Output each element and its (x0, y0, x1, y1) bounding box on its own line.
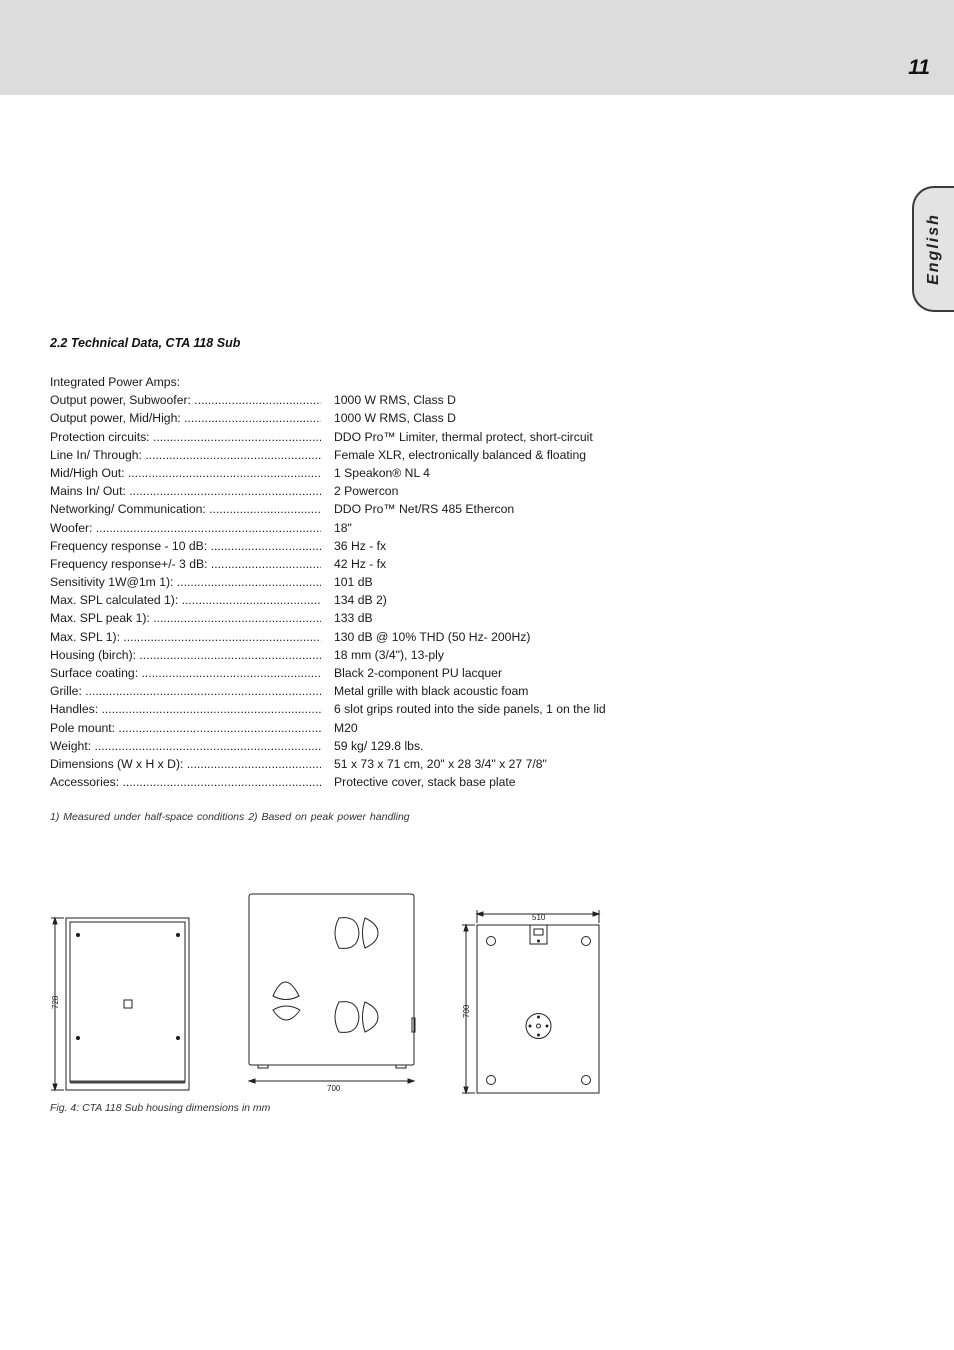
spec-row (50, 591, 610, 609)
spec-label: Output power, Mid/High: ..... (50, 409, 321, 427)
spec-value: 101 dB (334, 575, 373, 590)
spec-value: 130 dB @ 10% THD (50 Hz- 200Hz) (334, 629, 531, 644)
spec-label: Output power, Subwoofer: ..... (50, 391, 321, 409)
spec-label: Max. SPL 1): ..... (50, 628, 321, 646)
spec-value: M20 (334, 720, 358, 735)
spec-label: Frequency response+/- 3 dB: ..... (50, 555, 321, 573)
spec-row (50, 609, 610, 627)
spec-row (50, 537, 610, 555)
spec-value: 1 Speakon® NL 4 (334, 465, 430, 480)
spec-row (50, 737, 610, 755)
spec-label: Mid/High Out: ..... (50, 464, 321, 482)
front-height-dimension: 728 (51, 995, 60, 1009)
spec-value: 134 dB 2) (334, 593, 387, 608)
spec-value: 18 mm (3/4"), 13-ply (334, 647, 444, 662)
side-width-dimension: 700 (327, 1084, 341, 1093)
spec-label: Woofer: ..... (50, 519, 321, 537)
spec-row (50, 409, 610, 427)
spec-label: Frequency response - 10 dB: ..... (50, 537, 321, 555)
housing-dimensions-figure (0, 880, 954, 1100)
spec-row (50, 482, 610, 500)
spec-row (50, 500, 610, 518)
spec-row (50, 700, 610, 718)
spec-value: 2 Powercon (334, 484, 399, 499)
spec-row (50, 519, 610, 537)
spec-row (50, 755, 610, 773)
spec-row (50, 682, 610, 700)
spec-value: 133 dB (334, 611, 373, 626)
spec-label: Accessories: ..... (50, 773, 321, 791)
spec-value: 6 slot grips routed into the side panels, 1 on the lid (334, 702, 606, 717)
spec-label: Grille: ..... (50, 682, 321, 700)
spec-value: DDO Pro™ Limiter, thermal protect, short-circuit (334, 429, 593, 444)
spec-value: 51 x 73 x 71 cm, 20" x 28 3/4" x 27 7/8" (334, 756, 547, 771)
spec-row (50, 373, 610, 391)
side-view-drawing (249, 894, 415, 1083)
spec-row (50, 391, 610, 409)
spec-value: 1000 W RMS, Class D (334, 411, 456, 426)
spec-value: 42 Hz - fx (334, 556, 387, 571)
spec-label: Protection circuits: ..... (50, 428, 321, 446)
spec-label: Max. SPL peak 1): ..... (50, 609, 321, 627)
top-view-drawing (462, 910, 599, 1093)
spec-label: Line In/ Through: ..... (50, 446, 321, 464)
spec-row (50, 773, 610, 791)
spec-label: Housing (birch): ..... (50, 646, 321, 664)
spec-row (50, 628, 610, 646)
spec-row (50, 428, 610, 446)
spec-label: Networking/ Communication: ..... (50, 500, 321, 518)
spec-table (50, 373, 610, 791)
spec-label: Mains In/ Out: ..... (50, 482, 321, 500)
spec-value: 18" (334, 520, 352, 535)
spec-label: Pole mount: ..... (50, 719, 321, 737)
footnote: 1) Measured under half-space conditions 2) Based on peak power handling (50, 811, 410, 823)
front-view-drawing (51, 918, 189, 1090)
spec-label: Max. SPL calculated 1): ..... (50, 591, 321, 609)
spec-row (50, 555, 610, 573)
spec-label: Dimensions (W x H x D): ..... (50, 755, 321, 773)
spec-label: Weight: ..... (50, 737, 321, 755)
spec-row (50, 573, 610, 591)
language-tab[interactable] (912, 186, 954, 312)
spec-row (50, 719, 610, 737)
spec-value: 1000 W RMS, Class D (334, 393, 456, 408)
spec-value: 59 kg/ 129.8 lbs. (334, 738, 424, 753)
spec-row (50, 446, 610, 464)
page-number: 11 (908, 56, 930, 79)
spec-row (50, 464, 610, 482)
header-band (0, 0, 954, 95)
spec-label: Integrated Power Amps: (50, 375, 181, 389)
top-width-dimension: 510 (532, 913, 546, 922)
spec-value: Protective cover, stack base plate (334, 775, 516, 790)
spec-value: Black 2-component PU lacquer (334, 666, 503, 680)
top-depth-dimension: 700 (462, 1004, 471, 1018)
spec-row (50, 664, 610, 682)
spec-label: Surface coating: ..... (50, 664, 321, 682)
spec-value: 36 Hz - fx (334, 538, 387, 553)
spec-value: Metal grille with black acoustic foam (334, 684, 529, 699)
spec-label: Sensitivity 1W@1m 1): ..... (50, 573, 321, 591)
section-title: 2.2 Technical Data, CTA 118 Sub (50, 336, 241, 350)
spec-row (50, 646, 610, 664)
language-tab-label: English (925, 213, 942, 285)
spec-label: Handles: ..... (50, 700, 321, 718)
spec-value: DDO Pro™ Net/RS 485 Ethercon (334, 502, 515, 517)
figure-caption: Fig. 4: CTA 118 Sub housing dimensions in mm (50, 1102, 271, 1114)
spec-value: Female XLR, electronically balanced & floating (334, 447, 587, 462)
